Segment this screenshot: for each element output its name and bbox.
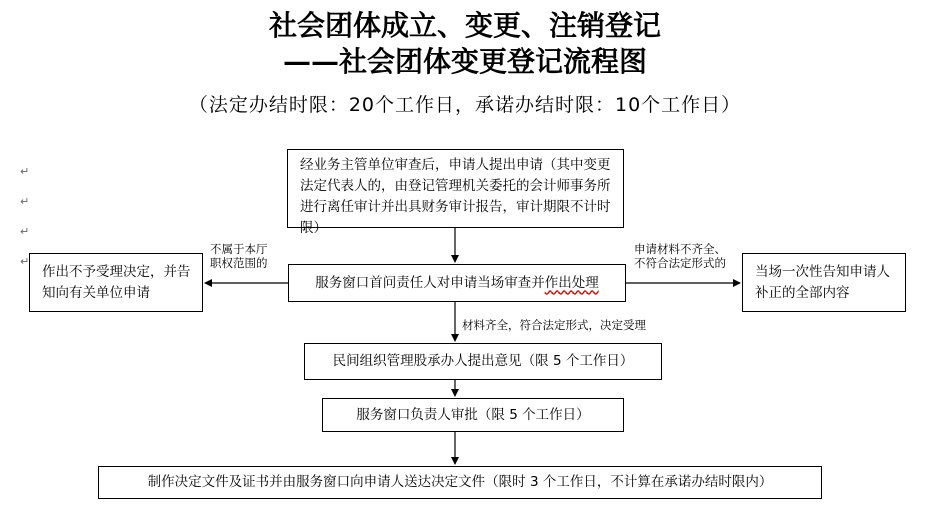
title-line-2: ——社会团体变更登记流程图 <box>282 45 647 78</box>
subtitle-time-limits: （法定办结时限：20个工作日，承诺办结时限：10个工作日） <box>188 94 742 116</box>
node-notify-supplement <box>742 253 906 312</box>
paragraph-mark: ↵ <box>20 195 30 208</box>
edge-label-incomplete-line-1: 申请材料不齐全、 <box>634 242 726 256</box>
node-review-text-main: 服务窗口首问责任人对申请当场审查并 <box>315 274 545 291</box>
paragraph-mark: ↵ <box>20 165 30 178</box>
node-window-review <box>288 264 626 302</box>
node-reject-text: 作出不予受理决定，并告知向有关单位申请 <box>42 264 191 301</box>
node-opinion <box>304 343 662 380</box>
node-reject <box>29 253 203 312</box>
edge-label-incomplete <box>634 242 726 270</box>
paragraph-mark: ↵ <box>20 225 30 238</box>
edge-label-accepted: 材料齐全，符合法定形式，决定受理 <box>462 318 646 332</box>
edge-label-incomplete-line-2: 不符合法定形式的 <box>634 256 726 270</box>
node-approve <box>322 398 624 432</box>
edge-label-not-jurisdiction <box>210 242 268 270</box>
node-opinion-text: 民间组织管理股承办人提出意见（限 5 个工作日） <box>332 353 634 369</box>
node-start-application <box>287 149 624 236</box>
node-approve-text: 服务窗口负责人审批（限 5 个工作日） <box>356 406 590 423</box>
node-review-text-underlined: 作出处理 <box>544 274 599 291</box>
edge-label-not-jurisdiction-line-1: 不属于本厅 <box>210 242 268 256</box>
paragraph-mark: ↵ <box>20 255 30 268</box>
node-notify-text: 当场一次性告知申请人补正的全部内容 <box>755 264 890 301</box>
title-line-1: 社会团体成立、变更、注销登记 <box>268 9 661 42</box>
node-start-text: 经业务主管单位审查后，申请人提出申请（其中变更法定代表人的，由登记管理机关委托的会计师事务所进行离任审计并出具财务审计报告，审计期限不计时限） <box>300 157 611 236</box>
node-review-text <box>315 273 599 294</box>
node-final-decision <box>98 466 822 499</box>
node-final-text: 制作决定文件及证书并由服务窗口向申请人送达决定文件（限时 3 个工作日，不计算在承诺办结时限内） <box>147 474 773 490</box>
edge-label-not-jurisdiction-line-2: 职权范围的 <box>210 256 268 270</box>
